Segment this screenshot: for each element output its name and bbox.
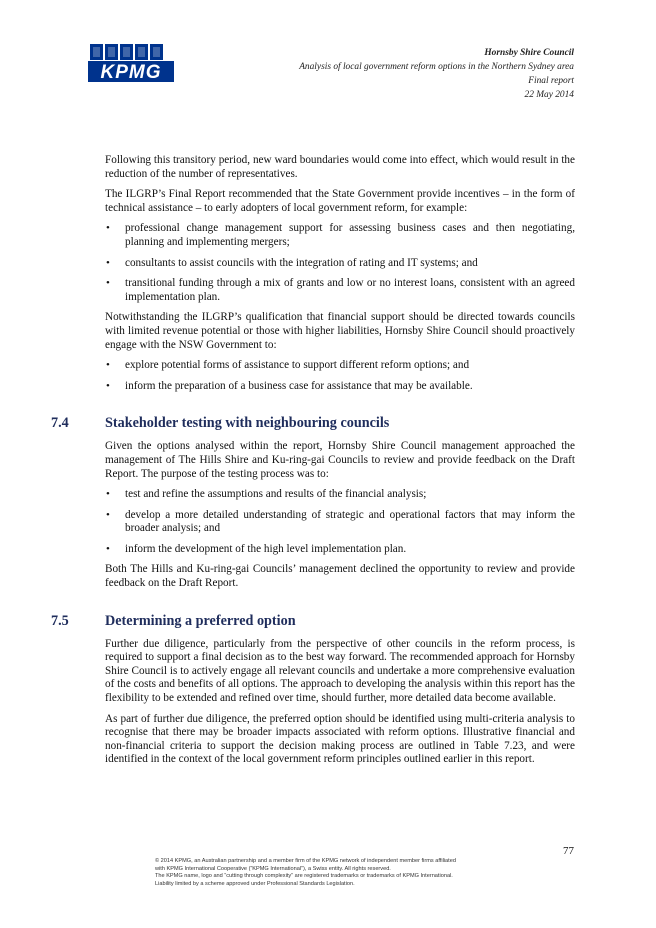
bullet-dot-icon: • [106,359,110,372]
section-7-4-paragraph-1: Given the options analysed within the report, Hornsby Shire Council management approached the management of The Hills Shire and Ku-ring-gai Councils to review and provide feedback on the Draft Report. The purpose of the testing process was to: [105,440,575,480]
page-content [51,154,575,774]
list-item: • inform the preparation of a business case for assistance that may be available. [106,379,473,392]
section-title: Stakeholder testing with neighbouring councils [105,415,390,432]
header-organization: Hornsby Shire Council [484,48,574,58]
bullet-dot-icon: • [106,488,110,501]
page-number: 77 [563,845,574,857]
footer-line: Liability limited by a scheme approved under Professional Standards Legislation. [155,880,355,887]
engagement-list [105,359,575,393]
footer-line: The KPMG name, logo and “cutting through complexity” are registered trademarks or trademarks of KPMG International. [155,873,453,879]
list-item: • consultants to assist councils with the integration of rating and IT systems; and [106,256,478,269]
footer-line: © 2014 KPMG, an Australian partnership and a member firm of the KPMG network of independent member firms affiliated [155,858,456,864]
section-heading-7-4 [51,415,575,431]
footer-line: with KPMG International Cooperative (“KPMG International”), a Swiss entity. All rights reserved. [155,865,391,872]
logo-text: KPMG [100,62,162,82]
section-title: Determining a preferred option [105,612,296,629]
bullet-dot-icon: • [106,379,110,392]
list-item: • transitional funding through a mix of grants and low or no interest loans, consistent with an agreed implementation plan. [106,277,575,303]
bullet-dot-icon: • [106,256,110,269]
list-item: • explore potential forms of assistance to support different reform options; and [106,359,470,372]
intro-paragraph-1: Following this transitory period, new ward boundaries would come into effect, which would result in the reduction of the number of representatives. [105,154,575,180]
list-item: • professional change management support for assessing business cases and then negotiating, planning and implementing mergers; [106,222,575,248]
section-7-5-paragraph-1: Further due diligence, particularly from the perspective of other councils in the reform process, is required to support a final decision as to the best way forward. The recommended approach for Hornsby Shire Council is to actively engage all relevant councils and undertake a more comprehensive evaluation of the costs and benefits of all options. The approach to developing the analysis within this report has the flexibility to be extended and refined over time, should further, more detailed data become available. [105,637,575,705]
list-item: • develop a more detailed understanding of strategic and operational factors that may inform the broader analysis; and [106,508,575,535]
kpmg-logo [88,44,174,82]
section-7-5-paragraph-2: As part of further due diligence, the preferred option should be identified using multi-criteria analysis to recognise that there may be broader impacts associated with reform options. Illustrative financial and non-financial criteria to support the decision making process are outlined in Table 7.23, and were identified in the context of the local government reform principles outlined earlier in this report. [105,712,575,766]
page-footer [155,858,555,888]
bullet-dot-icon: • [106,542,110,555]
bullet-dot-icon: • [106,277,110,290]
header-report-title: Analysis of local government reform options in the Northern Sydney area [299,62,574,72]
incentives-list [105,222,575,304]
intro-paragraph-2: The ILGRP’s Final Report recommended that the State Government provide incentives – in the form of technical assistance – to early adopters of local government reform, for example: [105,188,575,214]
section-7-4-paragraph-2: Both The Hills and Ku-ring-gai Councils’ management declined the opportunity to review and provide feedback on the Draft Report. [105,563,575,590]
header-report-type: Final report [528,76,574,86]
intro-paragraph-3: Notwithstanding the ILGRP’s qualification that financial support should be directed towards councils with limited revenue potential or those with higher liabilities, Hornsby Shire Council should proactively engage with the NSW Government to: [105,311,575,351]
section-number: 7.4 [51,415,69,432]
bullet-dot-icon: • [106,508,110,521]
header-date: 22 May 2014 [524,90,574,100]
list-item: • test and refine the assumptions and results of the financial analysis; [106,488,427,501]
testing-purpose-list [105,488,575,556]
list-item: • inform the development of the high level implementation plan. [106,542,407,555]
section-number: 7.5 [51,612,69,629]
section-heading-7-5 [51,613,575,629]
bullet-dot-icon: • [106,222,110,235]
page-header [299,46,574,102]
